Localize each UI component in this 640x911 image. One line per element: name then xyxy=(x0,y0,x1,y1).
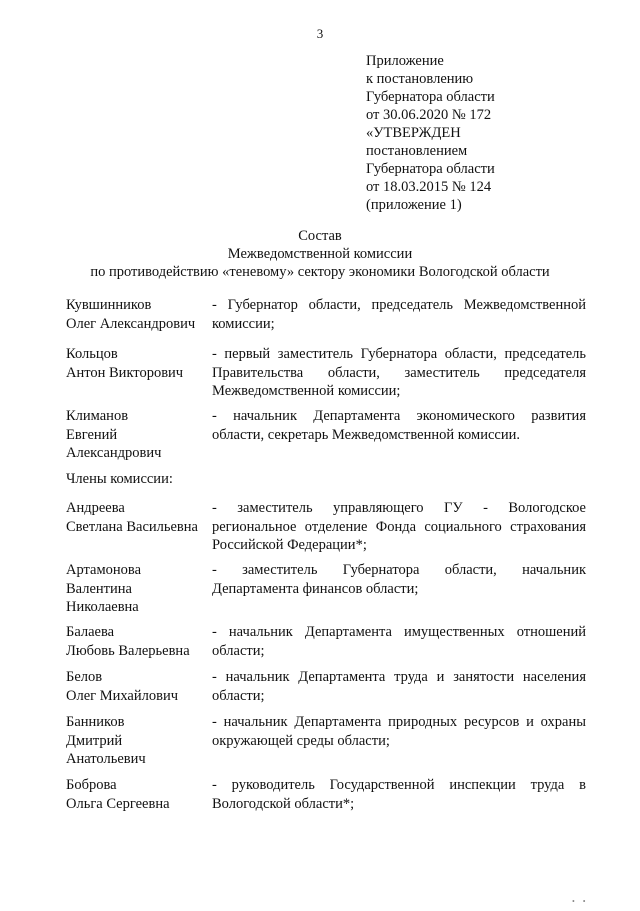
member-given-name: Любовь Валерьевна xyxy=(66,642,190,659)
appendix-line: к постановлению xyxy=(366,71,474,87)
appendix-line: от 30.06.2020 № 172 xyxy=(366,107,492,123)
member-role: - заместитель управляющего ГУ - Вологодское региональное отделение Фонда социального страхования Российской Федерации*; xyxy=(212,500,586,553)
appendix-line: от 18.03.2015 № 124 xyxy=(366,179,492,195)
member-role: - начальник Департамента природных ресурсов и охраны окружающей среды области; xyxy=(212,714,586,749)
title-line: Межведомственной комиссии xyxy=(227,246,413,262)
member-name xyxy=(66,296,208,333)
member-given-name: Олег Михайлович xyxy=(66,687,179,704)
member-role: - Губернатор области, председатель Межведомственной комиссии; xyxy=(212,297,586,332)
member-given-name: Светлана Васильевна xyxy=(66,518,198,535)
member-given-name: Ольга Сергеевна xyxy=(66,795,170,812)
member-surname: Боброва xyxy=(66,777,117,793)
member-role: - заместитель Губернатора области, начальник Департамента финансов области; xyxy=(212,562,586,597)
member-patronymic: Николаевна xyxy=(66,599,139,615)
member-given-name: Евгений xyxy=(66,426,118,443)
appendix-block xyxy=(366,52,616,214)
member-surname: Белов xyxy=(66,669,103,685)
member-surname: Кольцов xyxy=(66,346,118,362)
member-patronymic: Александрович xyxy=(66,445,162,461)
member-given-name: Дмитрий xyxy=(66,732,123,749)
member-surname: Кувшинников xyxy=(66,297,152,313)
member-name xyxy=(66,713,208,769)
appendix-line: Губернатора области xyxy=(366,89,495,105)
member-given-name: Валентина xyxy=(66,580,132,597)
page-number: 3 xyxy=(316,26,324,41)
appendix-line: «УТВЕРЖДЕН xyxy=(366,125,461,141)
member-surname: Банников xyxy=(66,714,125,730)
member-role: - руководитель Государственной инспекции труда в Вологодской области*; xyxy=(212,777,586,812)
appendix-line: (приложение 1) xyxy=(366,197,462,213)
member-role: - начальник Департамента экономического развития области, секретарь Межведомственной комиссии. xyxy=(212,408,586,443)
member-given-name: Олег Александрович xyxy=(66,315,196,332)
title-line: Состав xyxy=(298,228,342,244)
scan-artifact: • • xyxy=(572,897,589,906)
member-surname: Балаева xyxy=(66,624,115,640)
member-name xyxy=(66,776,208,813)
appendix-line: Губернатора области xyxy=(366,161,495,177)
title-line: по противодействию «теневому» сектору экономики Вологодской области xyxy=(90,264,550,280)
appendix-line: постановлением xyxy=(366,143,468,159)
member-role: - первый заместитель Губернатора области, председатель Правительства области, заместитель председателя Межведомственной комиссии; xyxy=(212,346,586,399)
member-surname: Артамонова xyxy=(66,562,142,578)
member-name xyxy=(66,499,208,536)
member-name xyxy=(66,623,208,660)
member-name xyxy=(66,561,208,617)
document-title xyxy=(0,227,640,281)
member-name xyxy=(66,407,208,463)
members-heading: Члены комиссии: xyxy=(66,471,173,487)
member-given-name: Антон Викторович xyxy=(66,364,184,381)
member-name xyxy=(66,345,208,382)
member-name xyxy=(66,668,208,705)
appendix-line: Приложение xyxy=(366,53,444,69)
member-role: - начальник Департамента труда и занятости населения области; xyxy=(212,669,586,704)
member-patronymic: Анатольевич xyxy=(66,751,146,767)
member-surname: Климанов xyxy=(66,408,129,424)
member-surname: Андреева xyxy=(66,500,125,516)
member-role: - начальник Департамента имущественных отношений области; xyxy=(212,624,586,659)
